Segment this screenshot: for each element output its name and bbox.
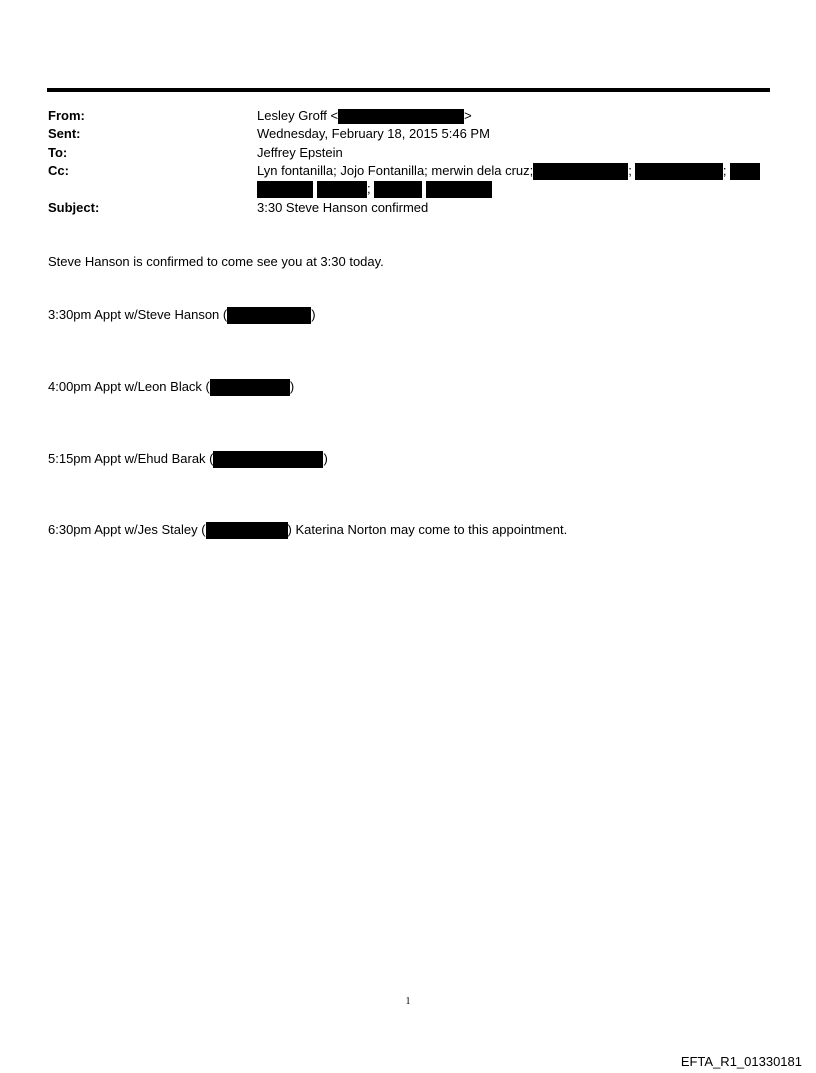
intro-paragraph: Steve Hanson is confirmed to come see you at 3:30 today. bbox=[48, 254, 384, 269]
cc-value-line2 bbox=[257, 180, 492, 198]
redaction-box bbox=[730, 163, 760, 180]
appointment-line bbox=[48, 306, 316, 324]
cc-label: Cc: bbox=[48, 163, 69, 178]
appointment-close: ) bbox=[287, 522, 292, 537]
from-value bbox=[257, 107, 472, 125]
page-number: 1 bbox=[405, 996, 411, 1007]
redaction-box bbox=[213, 451, 323, 468]
to-value: Jeffrey Epstein bbox=[257, 145, 343, 160]
document-id: EFTA_R1_01330181 bbox=[680, 1054, 802, 1069]
redaction-box bbox=[635, 163, 723, 180]
appointment-line bbox=[48, 450, 328, 468]
appointment-close: ) bbox=[311, 307, 316, 322]
redaction-box bbox=[338, 109, 464, 124]
redaction-box bbox=[533, 163, 628, 180]
subject-value: 3:30 Steve Hanson confirmed bbox=[257, 200, 429, 215]
appointment-close: ) bbox=[289, 379, 295, 394]
cc-separator: ; bbox=[367, 181, 371, 196]
redaction-box bbox=[210, 379, 290, 396]
cc-value-line1 bbox=[257, 162, 760, 180]
redaction-box bbox=[374, 181, 422, 198]
from-label: From: bbox=[48, 108, 85, 123]
cc-names: Lyn fontanilla; Jojo Fontanilla; merwin dela cruz; bbox=[257, 163, 534, 178]
redaction-box bbox=[426, 181, 492, 198]
cc-separator: ; bbox=[722, 163, 727, 178]
appointment-close: ) bbox=[323, 451, 328, 466]
appointment-note: Katerina Norton may come to this appointment. bbox=[291, 522, 568, 537]
appointment-text: 3:30pm Appt w/Steve Hanson ( bbox=[48, 307, 228, 322]
appointment-line bbox=[48, 378, 294, 396]
from-close: > bbox=[464, 108, 472, 123]
redaction-box bbox=[317, 181, 367, 198]
appointment-text: 4:00pm Appt w/Leon Black ( bbox=[48, 379, 210, 394]
sent-label: Sent: bbox=[48, 126, 81, 141]
subject-label: Subject: bbox=[48, 200, 100, 215]
redaction-box bbox=[206, 522, 288, 539]
appointment-text: 6:30pm Appt w/Jes Staley ( bbox=[48, 522, 206, 537]
appointment-line bbox=[48, 521, 567, 539]
cc-separator: ; bbox=[628, 163, 632, 178]
header-rule bbox=[47, 88, 770, 92]
from-name: Lesley Groff < bbox=[257, 108, 339, 123]
redaction-box bbox=[257, 181, 313, 198]
sent-value: Wednesday, February 18, 2015 5:46 PM bbox=[257, 126, 490, 141]
to-label: To: bbox=[48, 145, 68, 160]
redaction-box bbox=[227, 307, 311, 324]
appointment-text: 5:15pm Appt w/Ehud Barak ( bbox=[48, 451, 214, 466]
